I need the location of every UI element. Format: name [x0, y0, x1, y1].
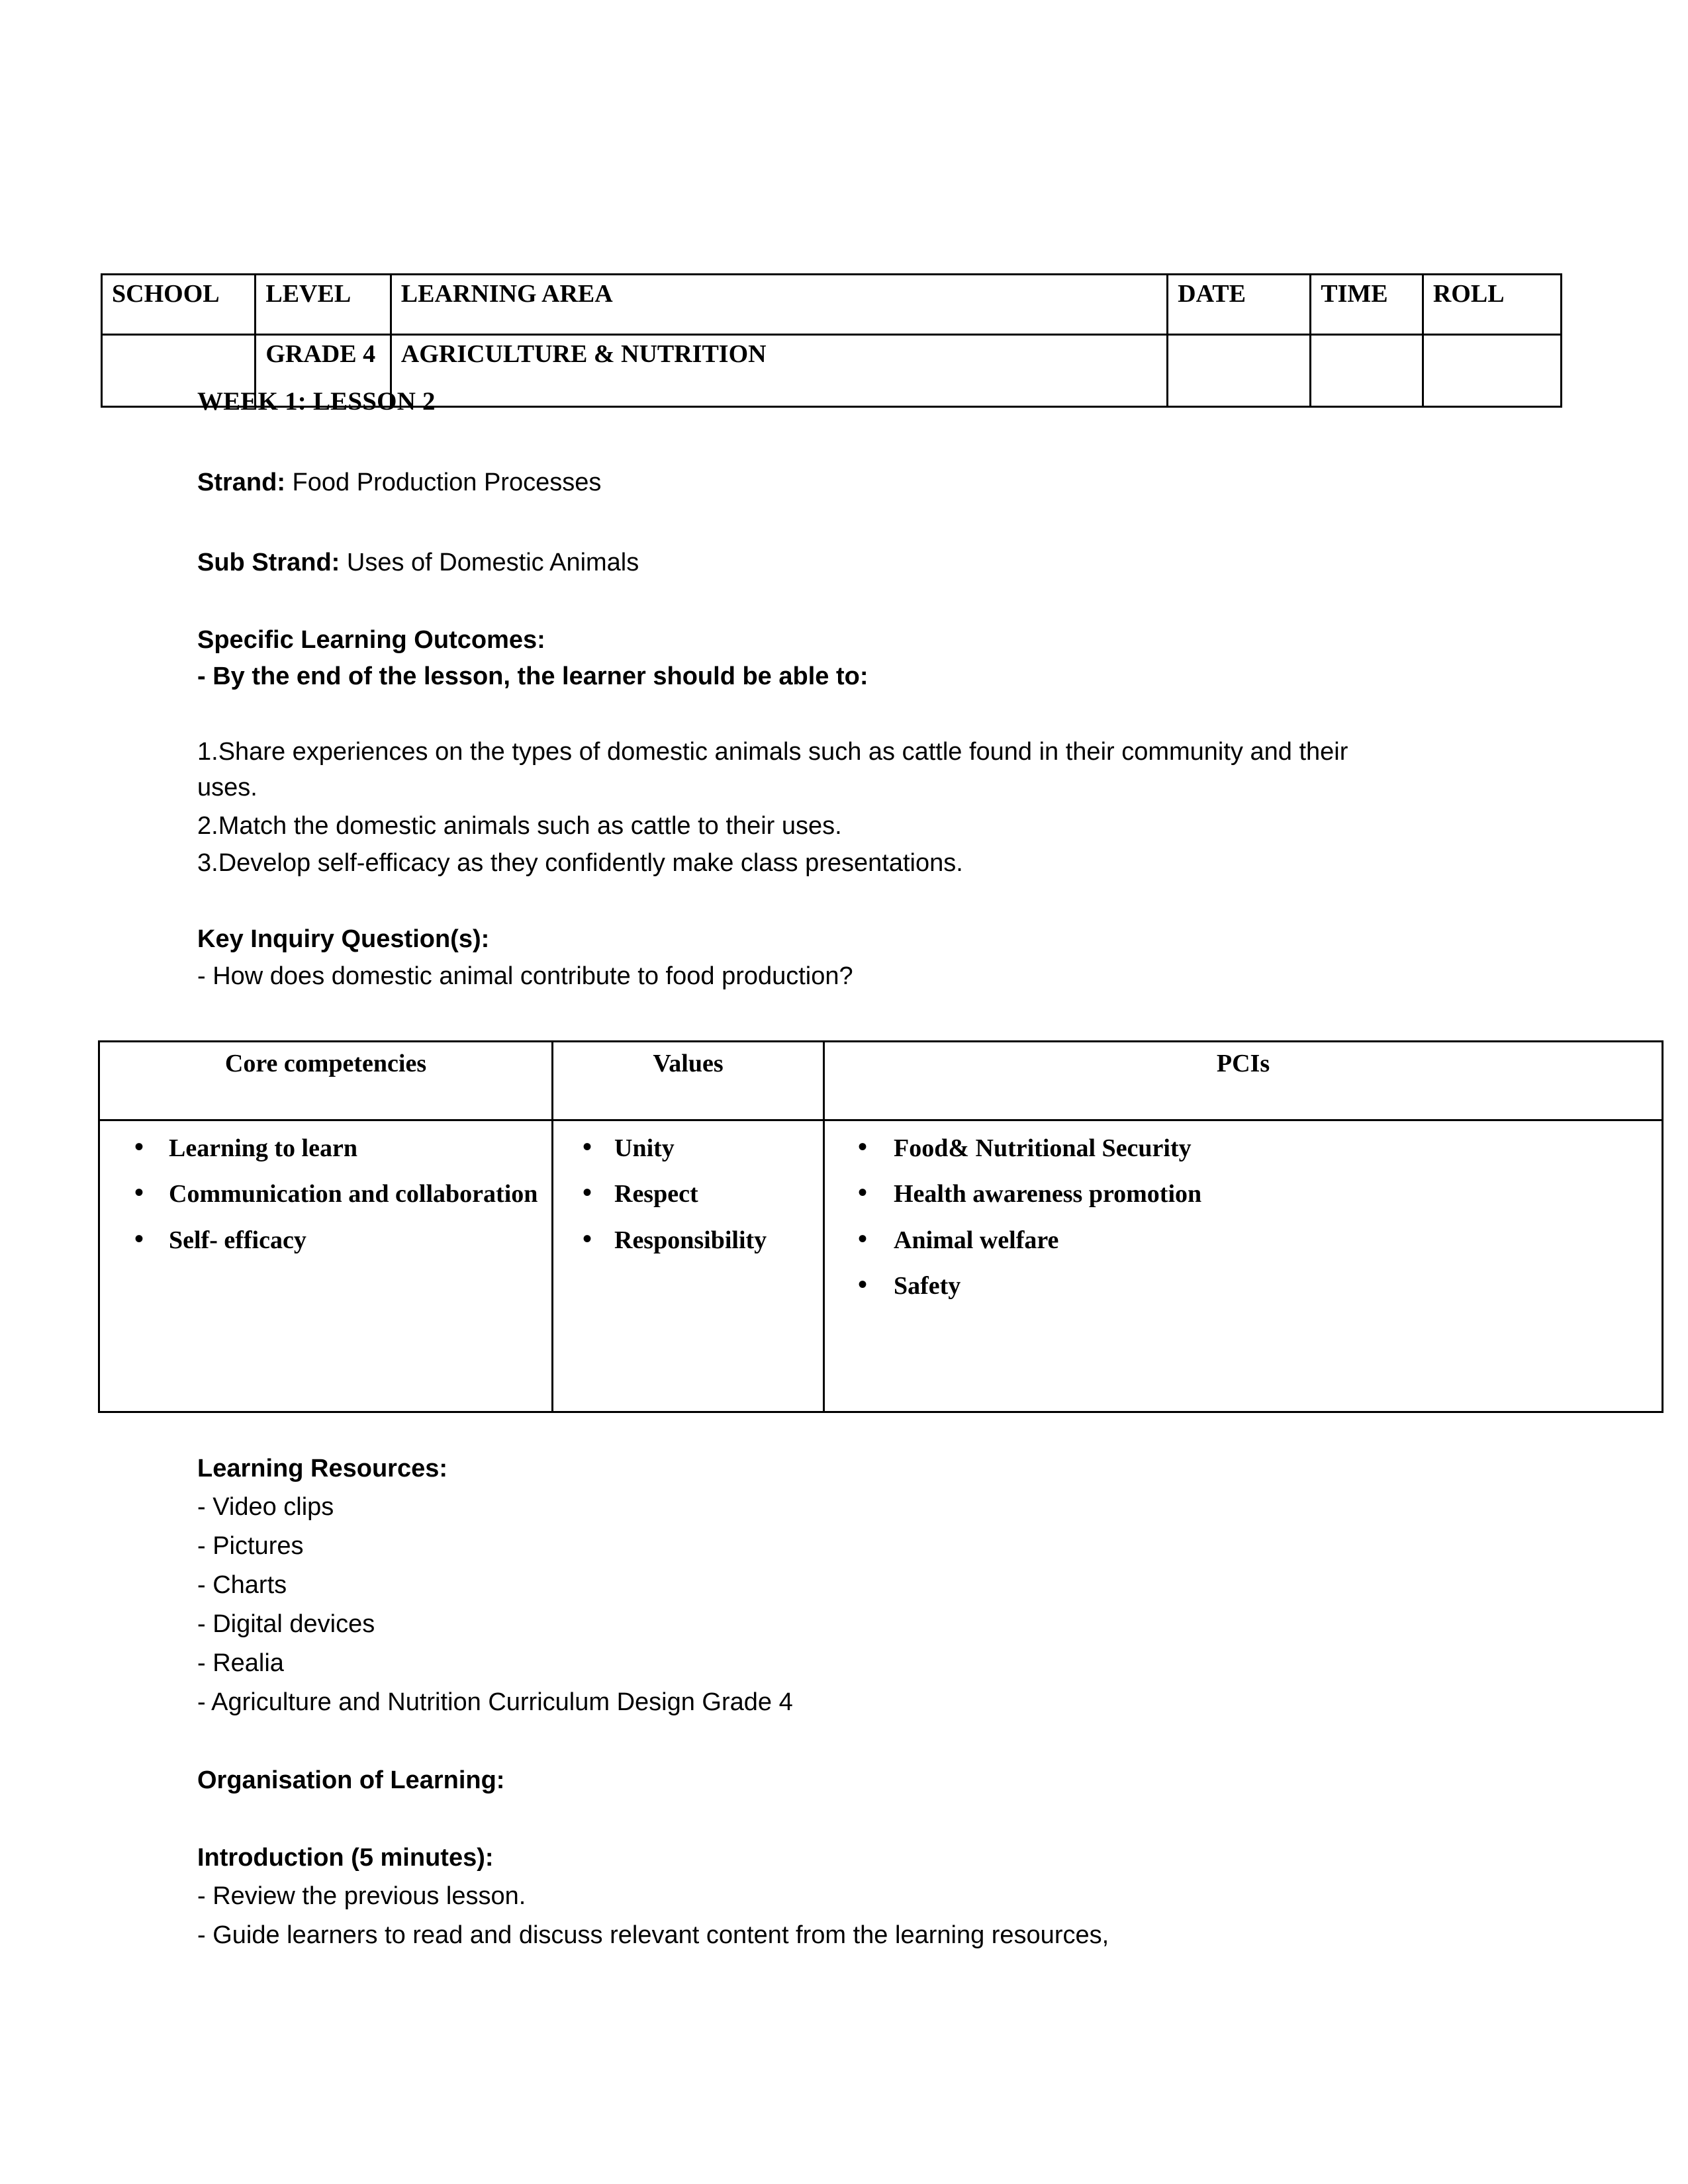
meta-value-level[interactable]: GRADE 4: [256, 335, 391, 407]
list-item: • Responsibility: [553, 1222, 823, 1259]
learning-resource-item-6: - Agriculture and Nutrition Curriculum Design Grade 4: [197, 1688, 793, 1716]
introduction-heading: Introduction (5 minutes):: [197, 1844, 494, 1872]
sub-strand-label: Sub Strand:: [197, 549, 340, 576]
list-item: • Safety: [825, 1268, 1662, 1304]
meta-header-level: LEVEL: [256, 275, 391, 335]
learning-resource-item-1: - Video clips: [197, 1493, 334, 1521]
strand-value: Food Production Processes: [285, 469, 602, 496]
list-item: • Unity: [553, 1130, 823, 1167]
meta-value-date[interactable]: [1168, 335, 1311, 407]
core-competencies-list: [100, 1130, 551, 1259]
pcis-list: [825, 1130, 1662, 1305]
meta-value-learning-area[interactable]: AGRICULTURE & NUTRITION: [391, 335, 1167, 407]
learning-outcome-item-1: 1.Share experiences on the types of domestic animals such as cattle found in their community and their uses.: [197, 738, 1348, 802]
sub-strand-value: Uses of Domestic Animals: [340, 549, 639, 576]
table-row: [102, 275, 1562, 335]
strand-line: [197, 465, 601, 500]
list-item: • Communication and collaboration: [100, 1176, 551, 1212]
meta-header-school: SCHOOL: [102, 275, 256, 335]
list-item: • Animal welfare: [825, 1222, 1662, 1259]
list-item: • Food& Nutritional Security: [825, 1130, 1662, 1167]
meta-header-learning-area: LEARNING AREA: [391, 275, 1167, 335]
comp-cell-values: [553, 1120, 824, 1412]
learning-resource-item-5: - Realia: [197, 1649, 284, 1677]
learning-outcome-item-3: 3.Develop self-efficacy as they confidently make class presentations.: [197, 849, 963, 877]
meta-value-time[interactable]: [1311, 335, 1423, 407]
sub-strand-line: [197, 545, 639, 580]
values-list: [553, 1130, 823, 1259]
table-row: [99, 1120, 1663, 1412]
list-item: • Respect: [553, 1176, 823, 1212]
learning-resources-heading: Learning Resources:: [197, 1455, 447, 1482]
comp-cell-pcis: [824, 1120, 1663, 1412]
key-inquiry-heading: Key Inquiry Question(s):: [197, 925, 490, 953]
competency-values-pci-table: [98, 1040, 1664, 1413]
meta-header-time: TIME: [1311, 275, 1423, 335]
organisation-of-learning-heading: Organisation of Learning:: [197, 1766, 505, 1794]
key-inquiry-question: - How does domestic animal contribute to food production?: [197, 962, 853, 990]
comp-header-pcis: PCIs: [824, 1042, 1663, 1120]
meta-value-roll[interactable]: [1423, 335, 1561, 407]
introduction-item-2: - Guide learners to read and discuss relevant content from the learning resources,: [197, 1921, 1109, 1949]
comp-header-values: Values: [553, 1042, 824, 1120]
meta-header-roll: ROLL: [1423, 275, 1561, 335]
comp-cell-core-competencies: [99, 1120, 553, 1412]
strand-label: Strand:: [197, 469, 285, 496]
list-item: • Self- efficacy: [100, 1222, 551, 1259]
meta-header-date: DATE: [1168, 275, 1311, 335]
learning-outcome-item-2: 2.Match the domestic animals such as cattle to their uses.: [197, 812, 842, 840]
learning-resource-item-4: - Digital devices: [197, 1610, 375, 1638]
list-item: • Health awareness promotion: [825, 1176, 1662, 1212]
learning-outcomes-subheading: - By the end of the lesson, the learner should be able to:: [197, 662, 868, 690]
introduction-item-1: - Review the previous lesson.: [197, 1882, 526, 1910]
comp-header-core-competencies: Core competencies: [99, 1042, 553, 1120]
learning-resource-item-2: - Pictures: [197, 1532, 304, 1560]
table-row: [99, 1042, 1663, 1120]
week-lesson-heading: WEEK 1: LESSON 2: [197, 387, 436, 416]
list-item: • Learning to learn: [100, 1130, 551, 1167]
learning-outcomes-heading: Specific Learning Outcomes:: [197, 626, 545, 654]
learning-resource-item-3: - Charts: [197, 1571, 287, 1599]
